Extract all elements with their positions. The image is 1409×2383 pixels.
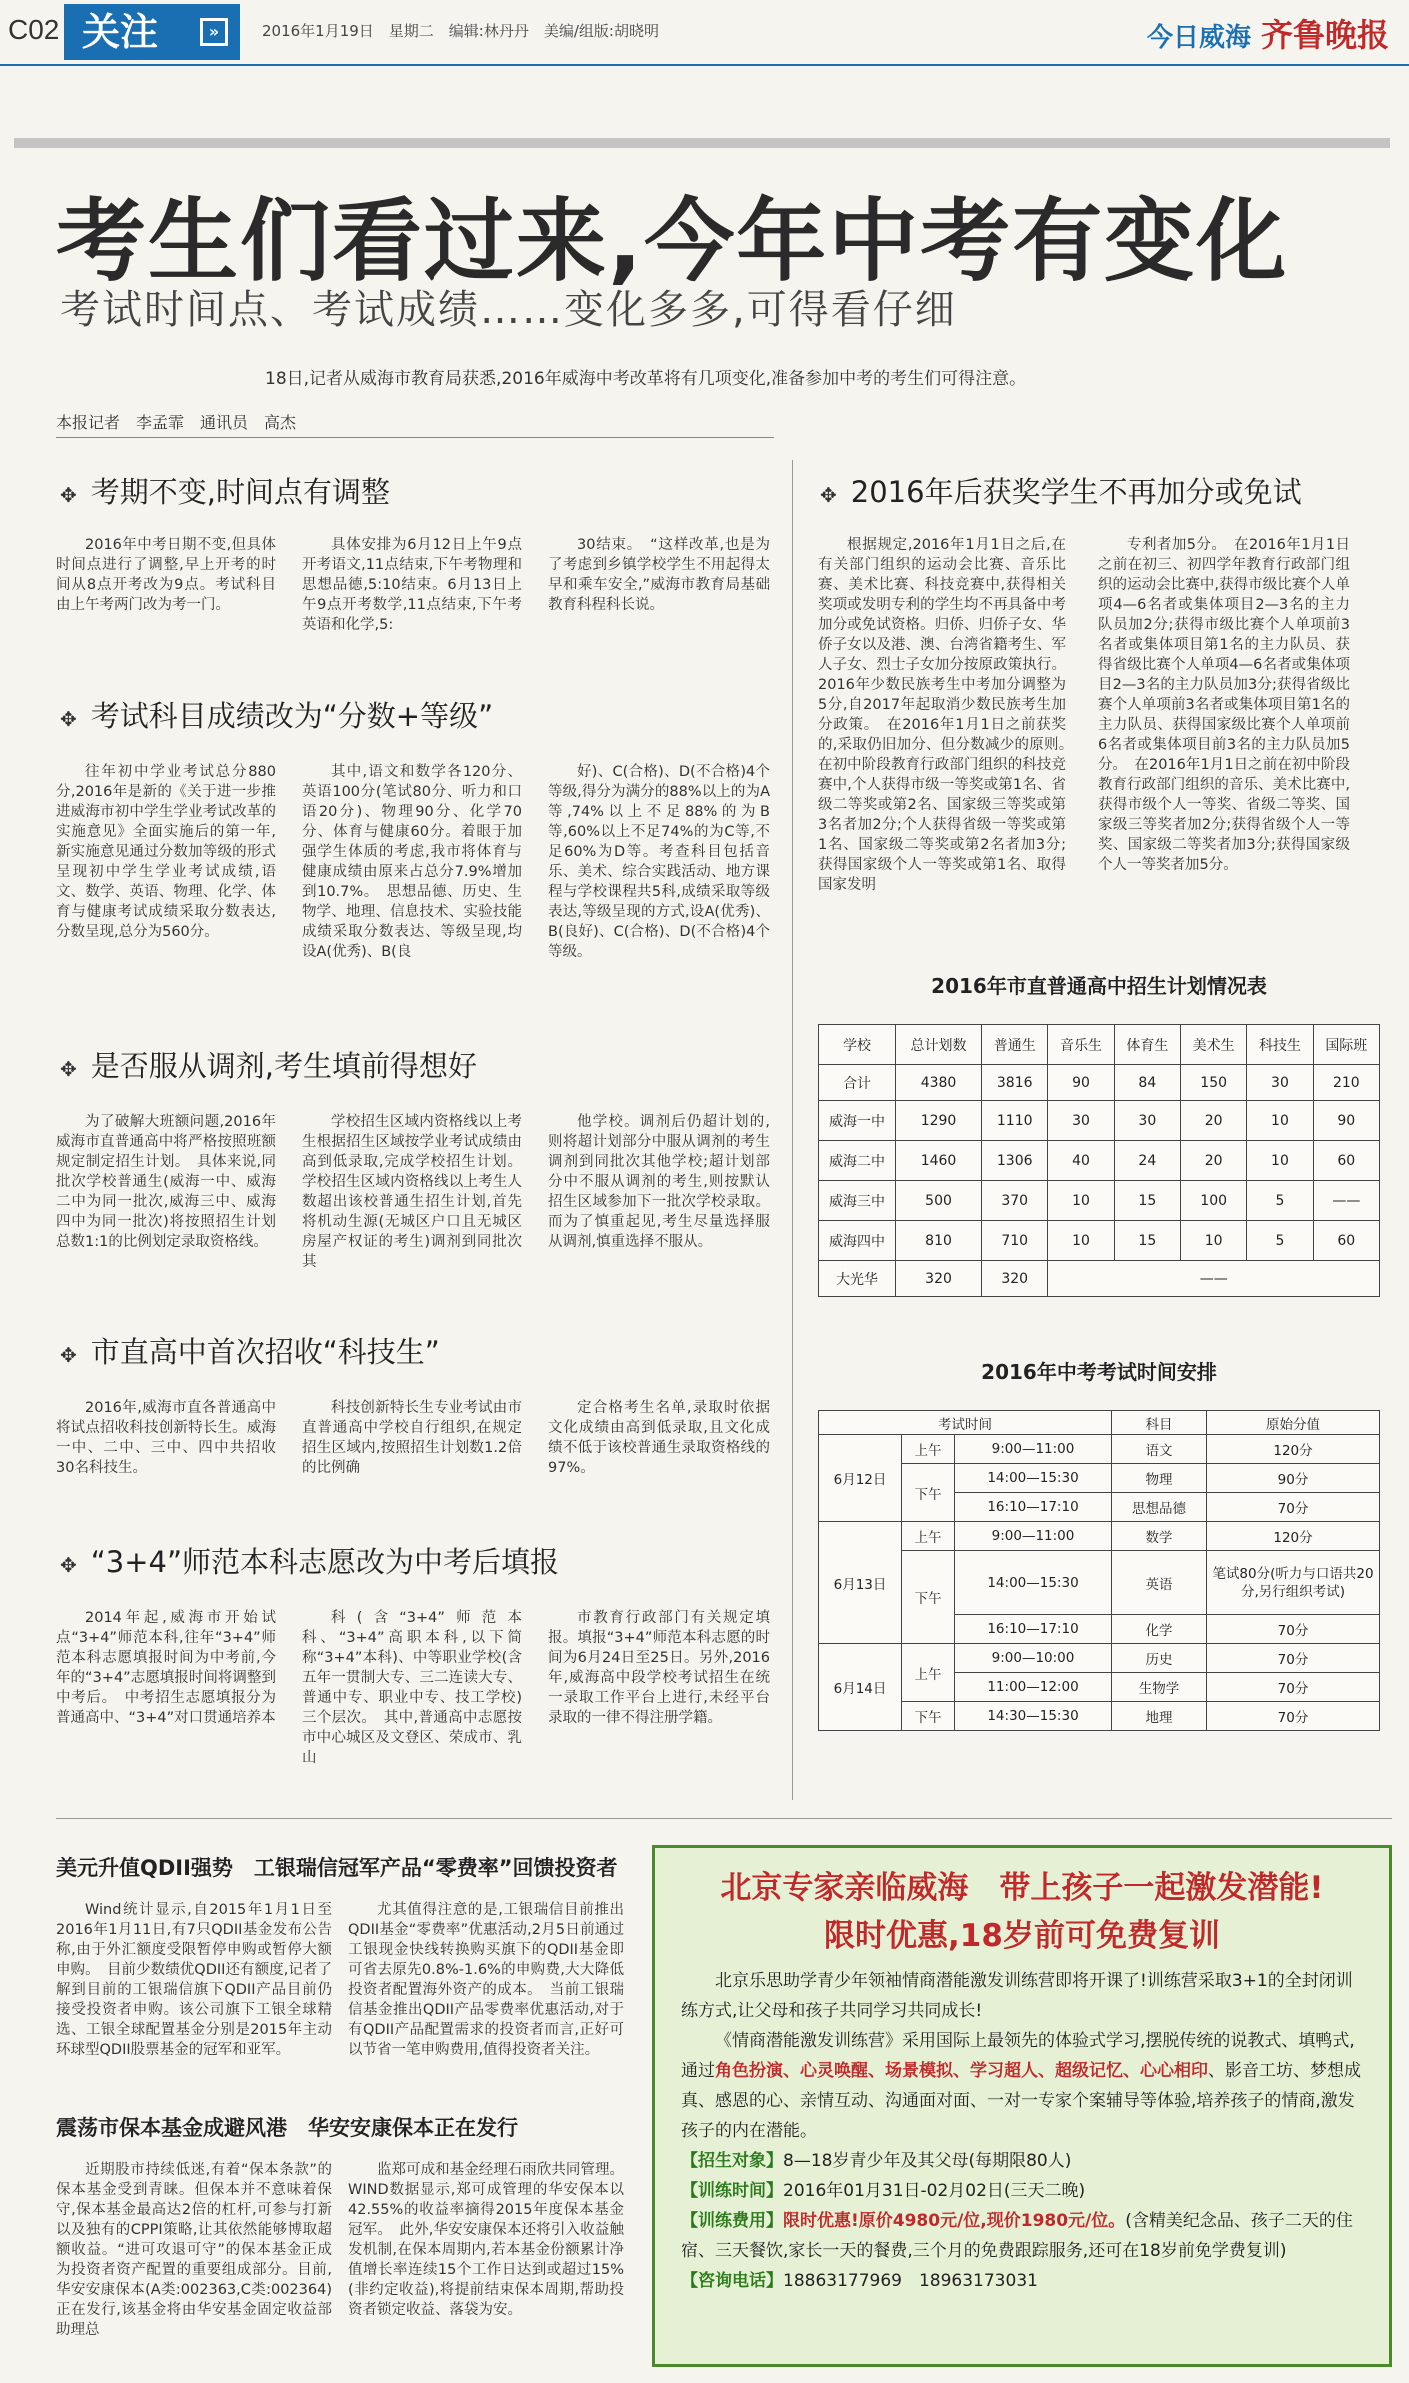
article-title: 考生们看过来,今年中考有变化 (56, 189, 1289, 294)
table-row (819, 1551, 1380, 1615)
table-cell: 16:10—17:10 (955, 1493, 1112, 1522)
table-row (819, 1261, 1380, 1297)
table-cell: 4380 (896, 1065, 982, 1101)
table-cell: 思想品德 (1112, 1493, 1207, 1522)
table-cell: 1460 (896, 1141, 982, 1181)
ad-phone-row (681, 2266, 1367, 2296)
section-title: 市直高中首次招收“科技生” (90, 1335, 440, 1369)
section-title: 考试科目成绩改为“分数+等级” (90, 699, 494, 733)
table-cell: 英语 (1112, 1551, 1207, 1615)
table-cell: 710 (982, 1221, 1048, 1261)
table-row (819, 1221, 1380, 1261)
table-cell: 10 (1247, 1141, 1313, 1181)
double-chevron-right-icon: » (200, 18, 228, 46)
table-cell: 14:00—15:30 (955, 1551, 1112, 1615)
text-column: 2016年中考日期不变,但具体时间点进行了调整,早上开考的时间从8点开考改为9点。考试科目由上午考两门改为考一门。 (56, 537, 276, 613)
ad-label: 【训练时间】 (681, 2181, 783, 2201)
table-row (819, 1435, 1380, 1464)
ad-title: 北京专家亲临威海 带上孩子一起激发潜能! (720, 1870, 1324, 1906)
table-cell: 威海三中 (819, 1181, 896, 1221)
table-cell: —— (1048, 1261, 1380, 1297)
text-column: 2016年,威海市直各普通高中将试点招收科技创新特长生。威海一中、二中、三中、四中共招收30名科技生。 (56, 1400, 276, 1476)
section-tag (64, 4, 240, 60)
table-cell: 6月14日 (819, 1644, 902, 1731)
text-column: 30结束。 “这样改革,也是为了考虑到乡镇学校学生不用起得太早和乘车安全,”威海市教育局基础教育科程科长说。 (548, 537, 770, 613)
page-number: C02 (8, 14, 60, 45)
ad-text: 、影音工坊、梦想成真、感恩的心、亲情互动、沟通面对面、一对一专家个案辅导等体验,培养孩子的情商,激发孩子的内在潜能。 (681, 2061, 1361, 2141)
article-lead: 18日,记者从威海市教育局获悉,2016年威海中考改革将有几项变化,准备参加中考的考生们可得注意。 (265, 369, 1027, 389)
table-cell: 320 (896, 1261, 982, 1297)
section-divider (56, 1818, 1392, 1819)
newspaper-logo: 齐鲁晚报 (1260, 16, 1389, 54)
table-cell: 5 (1247, 1181, 1313, 1221)
table-cell: 生物学 (1112, 1673, 1207, 1702)
table-header-cell: 普通生 (982, 1025, 1048, 1065)
edition-label: 今日威海 (1146, 23, 1251, 53)
table-cell: 84 (1114, 1065, 1180, 1101)
table-cell: 威海一中 (819, 1101, 896, 1141)
text-column: 科(含“3+4”师范本科、“3+4”高职本科,以下简称“3+4”本科)、中等职业学校(含五年一贯制大专、三二连读大专、普通中专、职业中专、技工学校)三个层次。 其中,普通高中志愿按市中心城区及文登区、荣成市、乳山 (302, 1610, 522, 1766)
table-row (819, 1101, 1380, 1141)
table-cell: 下午 (902, 1464, 955, 1522)
title-band (14, 138, 1390, 148)
table-cell: 化学 (1112, 1615, 1207, 1644)
table-header-cell: 学校 (819, 1025, 896, 1065)
table-cell: 威海四中 (819, 1221, 896, 1261)
table-cell: 70分 (1207, 1644, 1380, 1673)
table-row (819, 1702, 1380, 1731)
text-column: 市教育行政部门有关规定填报。填报“3+4”师范本科志愿的时间为6月24日至25日。另外,2016年,威海高中段学校考试招生在统一录取工作平台上进行,未经平台录取的一律不得注册学籍。 (548, 1610, 770, 1726)
schedule-table-title: 2016年中考考试时间安排 (981, 1360, 1217, 1384)
table-row (819, 1141, 1380, 1181)
ad-body (681, 1966, 1367, 2296)
plan-table-title: 2016年市直普通高中招生计划情况表 (931, 974, 1267, 998)
ad-value: 8—18岁青少年及其父母(每期限80人) (783, 2151, 1072, 2171)
table-cell: 物理 (1112, 1464, 1207, 1493)
column-divider (792, 460, 793, 1800)
text-column: 具体安排为6月12日上午9点开考语文,11点结束,下午考物理和思想品德,5:10结束。6月13日上午9点开考数学,11点结束,下午考英语和化学,5: (302, 537, 522, 633)
table-cell: 370 (982, 1181, 1048, 1221)
table-header-cell: 科目 (1112, 1411, 1207, 1435)
table-cell: 10 (1048, 1181, 1114, 1221)
table-cell: 16:10—17:10 (955, 1615, 1112, 1644)
section-heading (60, 1540, 559, 1581)
ad-highlight: 限时优惠!原价4980元/位,现价1980元/位。 (783, 2211, 1126, 2231)
table-header-cell: 原始分值 (1207, 1411, 1380, 1435)
table-cell: 3816 (982, 1065, 1048, 1101)
table-cell: 24 (1114, 1141, 1180, 1181)
text-column: Wind统计显示,自2015年1月1日至2016年1月11日,有7只QDII基金发布公告称,由于外汇额度受限暂停申购或暂停大额申购。 目前少数绩优QDII还有额度,记者了解到目前的工银瑞信旗下QDII产品目前仍接受投资者申购。该公司旗下工银全球精选、工银全球配置基金分别是2015年主动环球型QDII股票基金的冠军和亚军。 (56, 1902, 332, 2058)
table-cell: 10 (1181, 1221, 1247, 1261)
table-cell: —— (1313, 1181, 1379, 1221)
ad-target-row (681, 2146, 1367, 2176)
table-cell: 100 (1181, 1181, 1247, 1221)
text-column: 往年初中学业考试总分880分,2016年是新的《关于进一步推进威海市初中学生学业考试改革的实施意见》全面实施后的第一年,新实施意见通过分数加等级的形式呈现初中学生学业考试成绩,语文、数学、英语、物理、化学、体育与健康考试成绩采取分数表达,分数呈现,总分为560分。 (56, 764, 276, 940)
byline: 本报记者 李孟霏 通讯员 高杰 (56, 413, 297, 432)
ad-label: 【咨询电话】 (681, 2271, 783, 2291)
table-cell: 11:00—12:00 (955, 1673, 1112, 1702)
table-cell: 地理 (1112, 1702, 1207, 1731)
table-cell: 30 (1048, 1101, 1114, 1141)
table-cell: 下午 (902, 1551, 955, 1644)
table-cell: 合计 (819, 1065, 896, 1101)
diamond-bullet-icon: ✥ (60, 483, 77, 507)
table-cell: 70分 (1207, 1493, 1380, 1522)
table-cell: 120分 (1207, 1435, 1380, 1464)
advertisement (652, 1845, 1392, 2367)
table-cell: 数学 (1112, 1522, 1207, 1551)
ad-value: 2016年01月31日-02月02日(三天二晚) (783, 2181, 1086, 2201)
text-column: 尤其值得注意的是,工银瑞信目前推出QDII基金“零费率”优惠活动,2月5日前通过工银现金快线转换购买旗下的QDII基金即可省去原先0.8%-1.6%的申购费,大大降低投资者配置海外资产的成本。 当前工银瑞信基金推出QDII产品零费率优惠活动,对于有QDII产品配置需求的投资者而言,正好可以节省一笔申购费用,值得投资者关注。 (348, 1902, 624, 2058)
section-title: “3+4”师范本科志愿改为中考后填报 (90, 1545, 560, 1579)
diamond-bullet-icon: ✥ (60, 1057, 77, 1081)
table-cell: 威海二中 (819, 1141, 896, 1181)
text-column: 他学校。调剂后仍超计划的,则将超计划部分中服从调剂的考生调剂到同批次其他学校;超计划部分中不服从调剂的考生,则按默认招生区域参加下一批次学校录取。而为了慎重起见,考生尽量选择服从调剂,慎重选择不服从。 (548, 1114, 770, 1250)
diamond-bullet-icon: ✥ (60, 1553, 77, 1577)
text-column: 2014年起,威海市开始试点“3+4”师范本科,往年“3+4”师范本科志愿填报时间为中考前,今年的“3+4”志愿填报时间将调整到中考后。 中考招生志愿填报分为普通高中、“3+4”对口贯通培养本 (56, 1610, 276, 1726)
text-column: 近期股市持续低迷,有着“保本条款”的保本基金受到青睐。但保本并不意味着保守,保本基金最高达2倍的杠杆,可参与打新以及独有的CPPI策略,让其依然能够博取超额收益。“进可攻退可守”的保本基金正成为投资者资产配置的重要组成部分。目前,华安安康保本(A类:002363,C类:002364)正在发行,该基金将由华安基金固定收益部助理总 (56, 2162, 332, 2338)
table-cell: 210 (1313, 1065, 1379, 1101)
section-title: 是否服从调剂,考生填前得想好 (90, 1049, 477, 1083)
table-header-cell: 总计划数 (896, 1025, 982, 1065)
ad-time-row (681, 2176, 1367, 2206)
ad-text: 《情商潜能激发训练营》采用国际上最领先的体验式学习,摆脱传统的说教式、填鸭式,通过 (681, 2031, 1355, 2081)
text-column: 为了破解大班额问题,2016年威海市直普通高中将严格按照班额规定制定招生计划。 具体来说,同批次学校普通生(威海一中、威海二中为同一批次,威海三中、威海四中为同一批次)将按照招生计划总数1:1的比例划定录取资格线。 (56, 1114, 276, 1250)
table-row (819, 1464, 1380, 1493)
section-heading (60, 1330, 440, 1371)
table-cell: 5 (1247, 1221, 1313, 1261)
table-cell: 14:30—15:30 (955, 1702, 1112, 1731)
header-rule (0, 64, 1409, 66)
table-cell: 810 (896, 1221, 982, 1261)
section-heading (60, 470, 390, 511)
table-cell: 上午 (902, 1644, 955, 1702)
ad-paragraph (681, 2026, 1367, 2146)
ad-label: 【训练费用】 (681, 2211, 783, 2231)
table-cell: 上午 (902, 1435, 955, 1464)
table-cell: 500 (896, 1181, 982, 1221)
news-title: 美元升值QDII强势 工银瑞信冠军产品“零费率”回馈投资者 (56, 1856, 618, 1880)
byline-rule (56, 437, 774, 438)
table-cell: 320 (982, 1261, 1048, 1297)
table-cell: 60 (1313, 1141, 1379, 1181)
ad-label: 【招生对象】 (681, 2151, 783, 2171)
table-header-cell: 体育生 (1114, 1025, 1180, 1065)
section-heading (820, 470, 1302, 511)
section-title: 考期不变,时间点有调整 (90, 475, 390, 509)
table-header-cell: 音乐生 (1048, 1025, 1114, 1065)
table-row (819, 1065, 1380, 1101)
table-cell: 1306 (982, 1141, 1048, 1181)
schedule-table (818, 1410, 1380, 1731)
ad-value: (含精美纪念品、孩子二天的住宿、三天餐饮,家长一天的餐费,三个月的免费跟踪服务,还可在18岁前免学费复训) (681, 2211, 1353, 2261)
table-cell: 30 (1247, 1065, 1313, 1101)
table-cell: 10 (1247, 1101, 1313, 1141)
table-cell: 20 (1181, 1101, 1247, 1141)
table-cell: 70分 (1207, 1702, 1380, 1731)
table-cell: 9:00—11:00 (955, 1435, 1112, 1464)
table-row (819, 1522, 1380, 1551)
article-subtitle: 考试时间点、考试成绩……变化多多,可得看仔细 (60, 287, 957, 333)
ad-phone[interactable]: 18863177969 18963173031 (783, 2271, 1038, 2291)
table-cell: 下午 (902, 1702, 955, 1731)
table-cell: 1110 (982, 1101, 1048, 1141)
table-cell: 90 (1048, 1065, 1114, 1101)
table-cell: 20 (1181, 1141, 1247, 1181)
table-cell: 语文 (1112, 1435, 1207, 1464)
table-cell: 70分 (1207, 1615, 1380, 1644)
table-cell: 大光华 (819, 1261, 896, 1297)
text-column: 其中,语文和数学各120分、英语100分(笔试80分、听力和口语20分)、物理90分、化学70分、体育与健康60分。着眼于加强学生体质的考虑,我市将体育与健康成绩由原来占总分7.9%增加到10.7%。 思想品德、历史、生物学、地理、信息技术、实验技能成绩采取分数表达、等级呈现,均设A(优秀)、B(良 (302, 764, 522, 960)
ad-fee-row (681, 2206, 1367, 2266)
table-cell: 70分 (1207, 1673, 1380, 1702)
header-right (1147, 10, 1389, 56)
table-cell: 上午 (902, 1522, 955, 1551)
text-column: 好)、C(合格)、D(不合格)4个等级,得分为满分的88%以上的为A等,74%以上不足88%的为B等,60%以上不足74%的为C等,不足60%为D等。考查科目包括音乐、美术、综合实践活动、地方课程与学校课程共5科,成绩采取等级表达,等级呈现的方式,设A(优秀)、B(良好)、C(合格)、D(不合格)4个等级。 (548, 764, 770, 960)
section-label: 关注 (82, 10, 159, 54)
table-cell: 历史 (1112, 1644, 1207, 1673)
table-cell: 15 (1114, 1221, 1180, 1261)
table-cell: 1290 (896, 1101, 982, 1141)
table-cell: 90分 (1207, 1464, 1380, 1493)
table-header-cell: 国际班 (1313, 1025, 1379, 1065)
text-column: 科技创新特长生专业考试由市直普通高中学校自行组织,在规定招生区域内,按照招生计划数1.2倍的比例确 (302, 1400, 522, 1476)
plan-table (818, 1024, 1380, 1297)
table-cell: 150 (1181, 1065, 1247, 1101)
diamond-bullet-icon: ✥ (820, 483, 837, 507)
section-heading (60, 1044, 477, 1085)
table-cell: 60 (1313, 1221, 1379, 1261)
header-meta: 2016年1月19日 星期二 编辑:林丹丹 美编/组版:胡晓明 (262, 22, 659, 40)
text-column: 监郑可成和基金经理石雨欣共同管理。WIND数据显示,郑可成管理的华安保本以42.55%的收益率摘得2015年度保本基金冠军。 此外,华安安康保本还将引入收益触发机制,在保本周期内,若本基金份额累计净值增长率连续15个工作日达到或超过15%(非约定收益),将提前结束保本周期,帮助投资者锁定收益、落袋为安。 (348, 2162, 624, 2318)
diamond-bullet-icon: ✥ (60, 707, 77, 731)
table-row (819, 1644, 1380, 1673)
table-cell: 9:00—11:00 (955, 1522, 1112, 1551)
table-cell: 6月13日 (819, 1522, 902, 1644)
text-column: 学校招生区域内资格线以上考生根据招生区域按学业考试成绩由高到低录取,完成学校招生计划。学校招生区域内资格线以上考生人数超出该校普通生招生计划,首先将机动生源(无城区户口且无城区房屋产权证的考生)调剂到同批次其 (302, 1114, 522, 1270)
ad-subtitle: 限时优惠,18岁前可免费复训 (824, 1918, 1220, 1954)
table-header-cell: 科技生 (1247, 1025, 1313, 1065)
text-column: 定合格考生名单,录取时依据文化成绩由高到低录取,且文化成绩不低于该校普通生录取资格线的97%。 (548, 1400, 770, 1476)
news-title: 震荡市保本基金成避风港 华安安康保本正在发行 (56, 2116, 518, 2140)
table-cell: 10 (1048, 1221, 1114, 1261)
section-title: 2016年后获奖学生不再加分或免试 (850, 475, 1302, 509)
diamond-bullet-icon: ✥ (60, 1343, 77, 1367)
ad-paragraph: 北京乐思助学青少年领袖情商潜能激发训练营即将开课了!训练营采取3+1的全封闭训练方式,让父母和孩子共同学习共同成长! (681, 1971, 1353, 2021)
table-cell: 6月12日 (819, 1435, 902, 1522)
text-column: 根据规定,2016年1月1日之后,在有关部门组织的运动会比赛、音乐比赛、美术比赛、科技竞赛中,获得相关奖项或发明专利的学生均不再具备中考加分或免试资格。归侨、归侨子女、华侨子女以及港、澳、台湾省籍考生、军人子女、烈士子女加分按原政策执行。2016年少数民族考生中考加分调整为5分,自2017年起取消少数民族考生加分政策。 在2016年1月1日之前获奖的,采取仍旧加分、但分数减少的原则。 在初中阶段教育行政部门组织的科技竞赛中,个人获得市级一等奖或第1名、省级二等奖或第2名、国家级三等奖或第3名者加2分;个人获得省级一等奖或第1名、国家级二等奖或第2名者加3分;获得国家级个人一等奖或第1名、取得国家发明 (818, 537, 1081, 893)
table-cell: 40 (1048, 1141, 1114, 1181)
table-cell: 120分 (1207, 1522, 1380, 1551)
table-row (819, 1181, 1380, 1221)
table-header-cell: 考试时间 (819, 1411, 1112, 1435)
table-cell: 90 (1313, 1101, 1379, 1141)
table-cell: 14:00—15:30 (955, 1464, 1112, 1493)
table-cell: 9:00—10:00 (955, 1644, 1112, 1673)
section-heading (60, 694, 493, 735)
table-cell: 30 (1114, 1101, 1180, 1141)
table-header-cell: 美术生 (1181, 1025, 1247, 1065)
table-cell: 15 (1114, 1181, 1180, 1221)
table-cell: 笔试80分(听力与口语共20分,另行组织考试) (1207, 1551, 1380, 1615)
ad-highlight: 角色扮演、心灵唤醒、场景模拟、学习超人、超级记忆、心心相印 (715, 2061, 1208, 2081)
text-column: 专利者加5分。 在2016年1月1日之前在初三、初四学年教育行政部门组织的运动会比赛中,获得市级比赛个人单项4—6名者或集体项目2—3名的主力队员加2分;获得市级比赛个人单项前3名者或集体项目第1名的主力队员、获得省级比赛个人单项4—6名者或集体项目2—3名的主力队员加3分;获得省级比赛个人单项前3名者或集体项目第1名的主力队员、获得国家级比赛个人单项前6名者或集体项目前3名的主力队员加5分。 在2016年1月1日之前在初中阶段教育行政部门组织的音乐、美术比赛中,获得市级个人一等奖、省级二等奖、国家级三等奖者加2分;获得省级个人一等奖、国家级二等奖者加3分;获得国家级个人一等奖者加5分。 (1098, 537, 1350, 873)
